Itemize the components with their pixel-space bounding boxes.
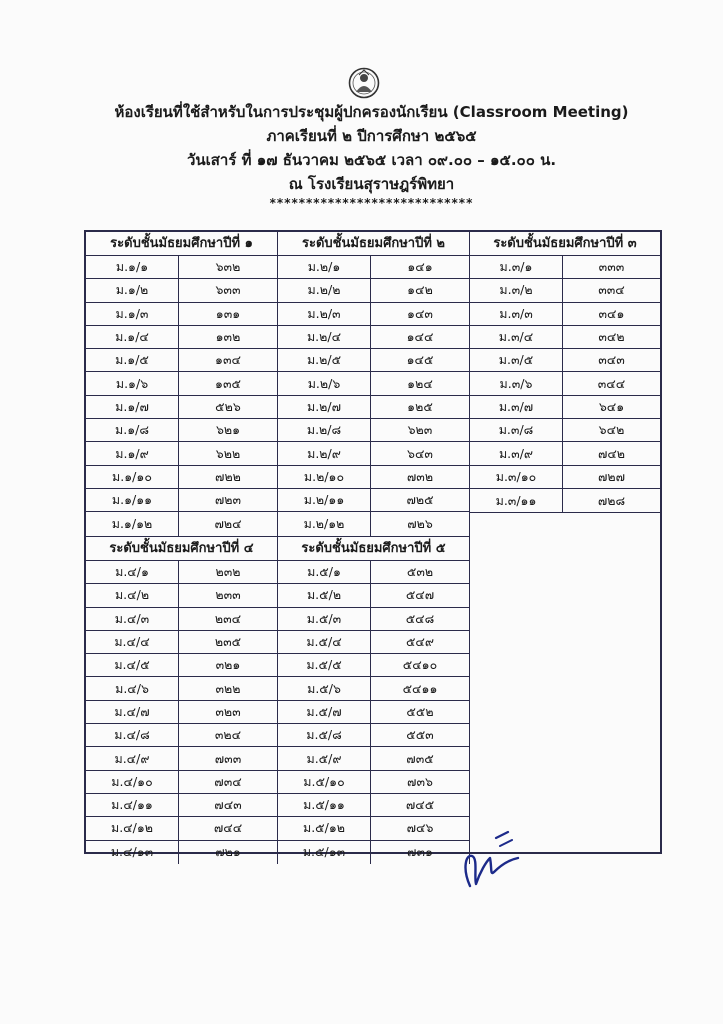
- grade-rows: [278, 561, 469, 864]
- table-row: [470, 489, 660, 512]
- table-row: [86, 419, 277, 442]
- room-cell: ๖๒๓: [407, 422, 433, 438]
- room-cell: ๗๒๓: [214, 492, 242, 508]
- table-row: [86, 349, 277, 372]
- table-row: [278, 771, 469, 794]
- room-cell: ๗๒๕: [406, 492, 434, 508]
- grade-block-1: [86, 232, 278, 536]
- room-cell: ๗๔๔: [213, 820, 243, 836]
- room-cell: ๗๒๗: [597, 468, 626, 484]
- grade-rows: [86, 256, 277, 536]
- table-row: [470, 372, 660, 395]
- class-cell: ม.๔/๗: [86, 701, 179, 723]
- class-cell: ม.๔/๕: [86, 654, 179, 676]
- class-cell: ม.๒/๔: [278, 326, 371, 348]
- class-cell: ม.๔/๑๑: [86, 794, 179, 816]
- table-row: [86, 654, 277, 677]
- table-row: [278, 654, 469, 677]
- table-row: [86, 631, 277, 654]
- room-cell: ๑๒๕: [407, 398, 433, 414]
- room-cell: ๑๒๔: [407, 375, 433, 391]
- class-cell: ม.๕/๘: [278, 724, 371, 746]
- room-cell: ๗๓๑: [407, 844, 433, 860]
- room-cell: ๓๒๒: [215, 680, 241, 696]
- room-cell: ๑๔๓: [407, 305, 433, 321]
- table-row: [278, 817, 469, 840]
- table-row: [278, 466, 469, 489]
- class-cell: ม.๒/๑๒: [278, 512, 371, 535]
- class-cell: ม.๒/๑๑: [278, 489, 371, 511]
- table-row: [86, 677, 277, 700]
- grade-block-5: [278, 537, 470, 864]
- class-cell: ม.๕/๑๓: [278, 841, 371, 864]
- table-row: [86, 303, 277, 326]
- room-cell: ๖๔๓: [407, 445, 433, 461]
- room-cell: ๓๒๑: [215, 657, 241, 673]
- class-cell: ม.๕/๙: [278, 747, 371, 769]
- class-cell: ม.๒/๑๐: [278, 466, 371, 488]
- table-row: [278, 584, 469, 607]
- date-time-line: วันเสาร์ ที่ ๑๗ ธันวาคม ๒๕๖๕ เวลา ๐๙.๐๐ – ๑๕.๐๐ น.: [186, 151, 557, 169]
- room-cell: ๕๔๑๐: [402, 657, 438, 673]
- table-row: [278, 631, 469, 654]
- table-row: [86, 584, 277, 607]
- table-row: [86, 466, 277, 489]
- room-cell: ๑๔๕: [406, 352, 434, 368]
- table-row: [278, 677, 469, 700]
- class-cell: ม.๔/๔: [86, 631, 179, 653]
- room-cell: ๓๔๔: [597, 375, 626, 391]
- table-row: [86, 817, 277, 840]
- room-cell: ๑๔๔: [406, 329, 434, 345]
- room-cell: ๗๔๖: [406, 820, 434, 836]
- class-cell: ม.๔/๑: [86, 561, 179, 583]
- room-cell: ๗๓๔: [214, 773, 242, 789]
- table-row: [470, 349, 660, 372]
- grade-heading: ระดับชั้นมัธยมศึกษาปีที่ ๔: [86, 537, 277, 561]
- table-row: [86, 561, 277, 584]
- class-cell: ม.๓/๖: [470, 372, 563, 394]
- table-row: [278, 608, 469, 631]
- class-cell: ม.๔/๑๓: [86, 841, 179, 864]
- room-cell: ๗๔๕: [405, 797, 435, 813]
- class-cell: ม.๔/๑๐: [86, 771, 179, 793]
- grade-heading: ระดับชั้นมัธยมศึกษาปีที่ ๓: [470, 232, 660, 256]
- class-cell: ม.๔/๖: [86, 677, 179, 699]
- table-row: [86, 841, 277, 864]
- room-cell: ๓๒๓: [215, 703, 241, 719]
- room-cell: ๕๔๘: [405, 610, 435, 626]
- class-cell: ม.๒/๙: [278, 442, 371, 464]
- room-cell: ๕๕๒: [406, 703, 434, 719]
- room-cell: ๖๔๒: [598, 422, 625, 438]
- class-cell: ม.๒/๑: [278, 256, 371, 278]
- table-row: [470, 419, 660, 442]
- table-row: [86, 608, 277, 631]
- class-cell: ม.๕/๒: [278, 584, 371, 606]
- room-cell: ๗๓๓: [214, 750, 242, 766]
- table-row: [470, 279, 660, 302]
- table-row: [278, 372, 469, 395]
- class-cell: ม.๑/๓: [86, 303, 179, 325]
- class-cell: ม.๔/๓: [86, 608, 179, 630]
- class-cell: ม.๓/๘: [470, 419, 563, 441]
- room-cell: ๖๒๒: [215, 445, 241, 461]
- room-cell: ๑๓๔: [215, 352, 241, 368]
- class-cell: ม.๒/๗: [278, 396, 371, 418]
- class-cell: ม.๒/๖: [278, 372, 371, 394]
- class-cell: ม.๑/๒: [86, 279, 179, 301]
- table-row: [470, 396, 660, 419]
- table-row: [278, 724, 469, 747]
- class-cell: ม.๔/๑๒: [86, 817, 179, 839]
- room-cell: ๓๔๑: [598, 305, 625, 321]
- room-cell: ๖๔๑: [598, 398, 625, 414]
- table-row: [278, 303, 469, 326]
- class-cell: ม.๒/๓: [278, 303, 371, 325]
- table-row: [278, 512, 469, 535]
- document-header: [60, 100, 683, 210]
- room-cell: ๕๒๖: [215, 398, 241, 414]
- grade-rows: [278, 256, 469, 536]
- class-cell: ม.๕/๑๐: [278, 771, 371, 793]
- table-row: [278, 489, 469, 512]
- class-cell: ม.๑/๗: [86, 396, 179, 418]
- class-cell: ม.๔/๙: [86, 747, 179, 769]
- class-cell: ม.๑/๑๑: [86, 489, 179, 511]
- class-cell: ม.๕/๗: [278, 701, 371, 723]
- room-cell: ๗๔๓: [214, 797, 242, 813]
- table-row: [86, 279, 277, 302]
- room-cell: ๑๓๒: [215, 329, 241, 345]
- class-cell: ม.๓/๑: [470, 256, 563, 278]
- room-cell: ๖๓๒: [215, 259, 241, 275]
- room-cell: ๓๔๓: [598, 352, 625, 368]
- class-cell: ม.๓/๑๑: [470, 489, 563, 512]
- class-cell: ม.๕/๑: [278, 561, 371, 583]
- class-cell: ม.๓/๒: [470, 279, 563, 301]
- separator-stars: ****************************: [269, 196, 474, 210]
- class-cell: ม.๓/๓: [470, 303, 563, 325]
- table-row: [278, 701, 469, 724]
- table-row: [278, 396, 469, 419]
- location-line: ณ โรงเรียนสุราษฎร์พิทยา: [288, 175, 455, 193]
- class-cell: ม.๔/๒: [86, 584, 179, 606]
- room-cell: ๓๒๔: [214, 727, 242, 743]
- grade-rows: [470, 256, 660, 512]
- class-cell: ม.๑/๑๒: [86, 512, 179, 535]
- room-cell: ๗๓๒: [406, 468, 434, 484]
- school-seal-icon: [348, 66, 380, 100]
- class-cell: ม.๕/๓: [278, 608, 371, 630]
- document-title: ห้องเรียนที่ใช้สำหรับในการประชุมผู้ปกครองนักเรียน (Classroom Meeting): [114, 103, 629, 121]
- class-cell: ม.๔/๘: [86, 724, 179, 746]
- table-row: [278, 256, 469, 279]
- table-row: [278, 794, 469, 817]
- class-cell: ม.๓/๙: [470, 442, 563, 464]
- class-cell: ม.๕/๕: [278, 654, 371, 676]
- semester-line: ภาคเรียนที่ ๒ ปีการศึกษา ๒๕๖๕: [266, 127, 477, 145]
- table-row: [470, 303, 660, 326]
- classroom-table: [84, 230, 662, 860]
- class-cell: ม.๓/๕: [470, 349, 563, 371]
- table-row: [86, 256, 277, 279]
- class-cell: ม.๒/๒: [278, 279, 371, 301]
- table-row: [86, 771, 277, 794]
- table-row: [470, 466, 660, 489]
- room-cell: ๗๓๕: [406, 750, 434, 766]
- class-cell: ม.๕/๑๑: [278, 794, 371, 816]
- table-row: [86, 724, 277, 747]
- room-cell: ๓๓๓: [598, 259, 625, 275]
- table-row: [470, 326, 660, 349]
- table-row: [278, 747, 469, 770]
- room-cell: ๒๓๕: [214, 634, 242, 650]
- room-cell: ๑๔๑: [407, 259, 433, 275]
- class-cell: ม.๑/๔: [86, 326, 179, 348]
- class-cell: ม.๒/๕: [278, 349, 371, 371]
- class-cell: ม.๑/๑: [86, 256, 179, 278]
- grade-heading: ระดับชั้นมัธยมศึกษาปีที่ ๒: [278, 232, 469, 256]
- room-cell: ๒๓๒: [215, 564, 241, 580]
- room-cell: ๑๔๒: [407, 282, 433, 298]
- room-cell: ๗๒๖: [407, 515, 433, 531]
- grade-block-2: [278, 232, 470, 536]
- table-row: [278, 841, 469, 864]
- table-row: [278, 419, 469, 442]
- table-row: [278, 442, 469, 465]
- table-row: [470, 442, 660, 465]
- room-cell: ๓๓๔: [598, 282, 625, 298]
- room-cell: ๖๒๑: [215, 422, 241, 438]
- table-row: [86, 489, 277, 512]
- table-row: [86, 512, 277, 535]
- room-cell: ๒๓๔: [214, 610, 242, 626]
- grade-heading: ระดับชั้นมัธยมศึกษาปีที่ ๕: [278, 537, 469, 561]
- grade-block-4: [86, 537, 278, 864]
- table-row: [470, 256, 660, 279]
- room-cell: ๕๓๒: [406, 564, 434, 580]
- table-row: [86, 326, 277, 349]
- table-row: [278, 326, 469, 349]
- table-row: [86, 747, 277, 770]
- table-row: [86, 372, 277, 395]
- table-row: [86, 794, 277, 817]
- table-row: [278, 279, 469, 302]
- room-cell: ๗๒๔: [214, 515, 242, 531]
- class-cell: ม.๕/๑๒: [278, 817, 371, 839]
- room-cell: ๗๓๖: [407, 773, 433, 789]
- room-cell: ๗๒๒: [215, 468, 241, 484]
- room-cell: ๕๔๙: [405, 634, 435, 650]
- room-cell: ๗๔๒: [597, 445, 626, 461]
- table-row: [86, 701, 277, 724]
- class-cell: ม.๑/๘: [86, 419, 179, 441]
- room-cell: ๗๒๘: [597, 492, 626, 508]
- room-cell: ๒๓๓: [215, 587, 241, 603]
- room-cell: ๑๓๕: [215, 375, 241, 391]
- table-row: [86, 442, 277, 465]
- class-cell: ม.๓/๑๐: [470, 466, 563, 488]
- room-cell: ๖๓๓: [215, 282, 241, 298]
- signature-icon: [452, 828, 522, 898]
- table-row: [86, 396, 277, 419]
- class-cell: ม.๑/๕: [86, 349, 179, 371]
- class-cell: ม.๓/๗: [470, 396, 563, 418]
- class-cell: ม.๓/๔: [470, 326, 563, 348]
- room-cell: ๕๔๑๑: [402, 680, 438, 696]
- room-cell: ๕๔๗: [405, 587, 435, 603]
- class-cell: ม.๑/๙: [86, 442, 179, 464]
- grade-heading: ระดับชั้นมัธยมศึกษาปีที่ ๑: [86, 232, 277, 256]
- room-cell: ๓๔๒: [598, 329, 625, 345]
- table-row: [278, 561, 469, 584]
- grade-rows: [86, 561, 277, 864]
- room-cell: ๗๒๑: [215, 844, 241, 860]
- class-cell: ม.๑/๑๐: [86, 466, 179, 488]
- class-cell: ม.๑/๖: [86, 372, 179, 394]
- class-cell: ม.๕/๔: [278, 631, 371, 653]
- table-row: [278, 349, 469, 372]
- room-cell: ๕๕๓: [406, 727, 434, 743]
- room-cell: ๑๓๑: [215, 305, 241, 321]
- class-cell: ม.๕/๖: [278, 677, 371, 699]
- class-cell: ม.๒/๘: [278, 419, 371, 441]
- grade-block-3: [470, 232, 660, 513]
